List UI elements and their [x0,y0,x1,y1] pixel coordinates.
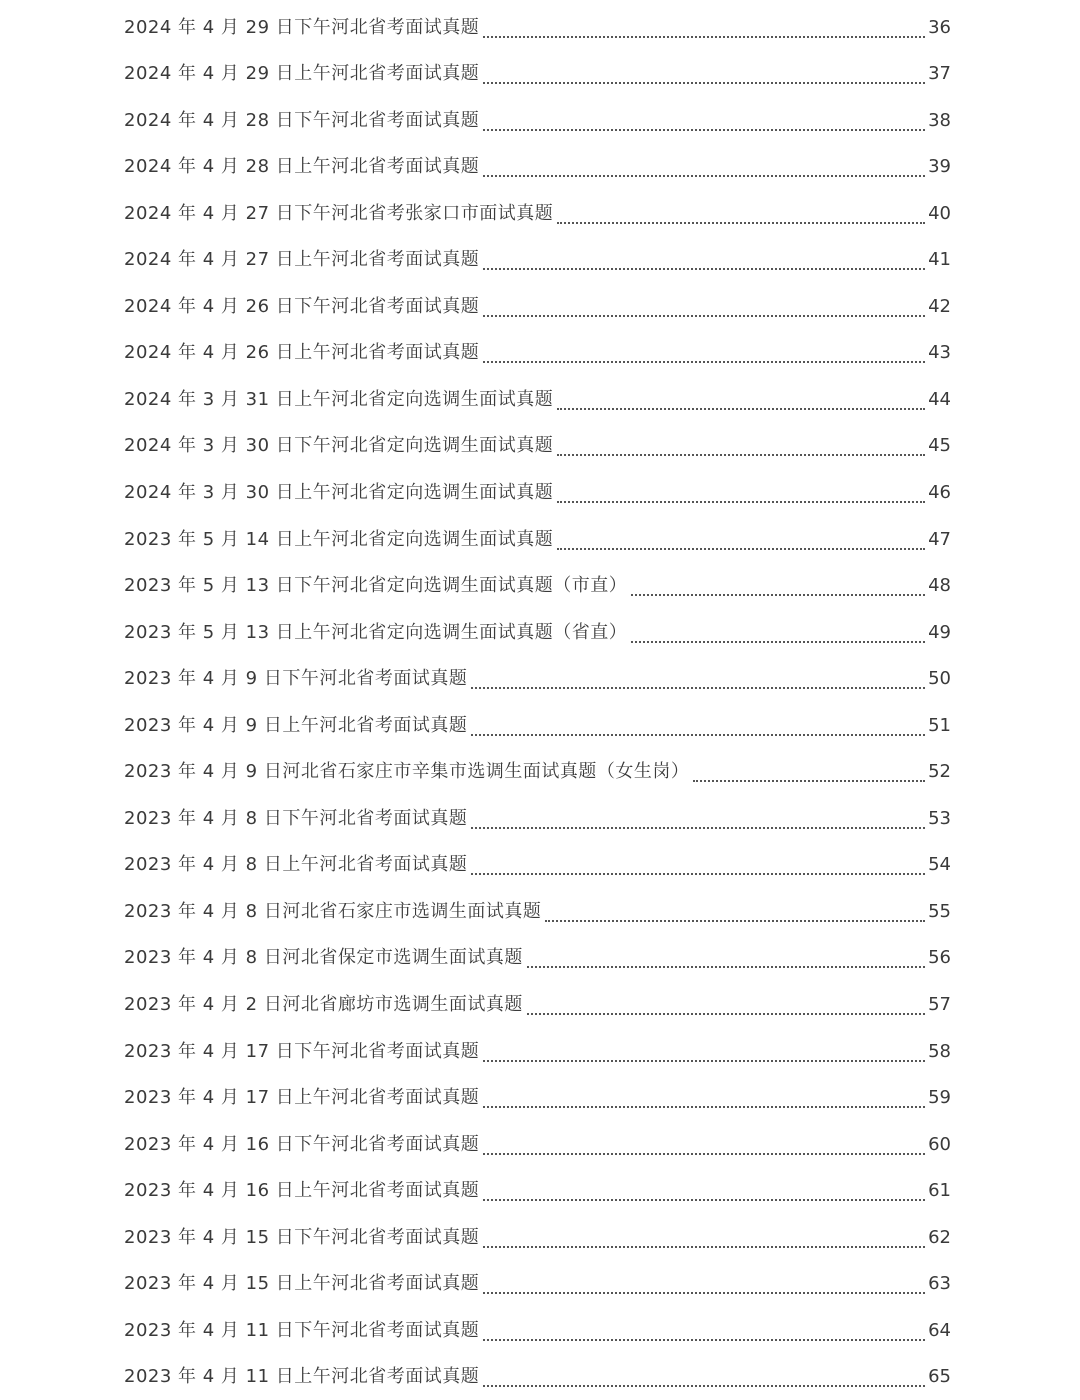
toc-page-number: 50 [928,668,951,690]
toc-entry[interactable] [124,4,951,51]
toc-page-number: 38 [928,109,951,131]
toc-entry[interactable] [124,981,951,1028]
toc-entry[interactable] [124,1214,951,1261]
toc-entry[interactable] [124,1121,951,1168]
toc-entry-title: 2023 年 5 月 14 日上午河北省定向选调生面试真题 [124,528,554,550]
toc-entry-title: 2024 年 4 月 28 日下午河北省考面试真题 [124,109,480,131]
toc-entry[interactable] [124,237,951,284]
toc-entry[interactable] [124,795,951,842]
table-of-contents [124,4,951,1400]
toc-page-number: 44 [928,388,951,410]
dot-leader [483,82,925,84]
dot-leader [471,827,925,829]
toc-entry[interactable] [124,190,951,237]
toc-entry-title: 2023 年 4 月 16 日下午河北省考面试真题 [124,1133,480,1155]
toc-entry-title: 2024 年 4 月 26 日上午河北省考面试真题 [124,342,480,364]
toc-entry[interactable] [124,283,951,330]
toc-entry[interactable] [124,516,951,563]
dot-leader [545,920,925,922]
toc-entry-title: 2024 年 4 月 27 日上午河北省考面试真题 [124,249,480,271]
toc-entry[interactable] [124,1307,951,1354]
dot-leader [527,966,925,968]
toc-page-number: 54 [928,854,951,876]
toc-page-number: 47 [928,528,951,550]
toc-entry-title: 2023 年 5 月 13 日下午河北省定向选调生面试真题（市直） [124,575,628,597]
toc-page-number: 61 [928,1180,951,1202]
dot-leader [557,548,925,550]
toc-entry[interactable] [124,330,951,377]
dot-leader [483,315,925,317]
dot-leader [483,1339,925,1341]
dot-leader [557,501,925,503]
toc-entry[interactable] [124,1028,951,1075]
toc-entry-title: 2023 年 4 月 8 日河北省保定市选调生面试真题 [124,947,523,969]
toc-entry-title: 2023 年 4 月 16 日上午河北省考面试真题 [124,1180,480,1202]
toc-entry-title: 2024 年 4 月 29 日下午河北省考面试真题 [124,16,480,38]
toc-entry[interactable] [124,144,951,191]
dot-leader [483,1106,925,1108]
dot-leader [483,175,925,177]
dot-leader [557,408,925,410]
toc-entry-title: 2023 年 4 月 11 日上午河北省考面试真题 [124,1366,480,1388]
toc-entry-title: 2024 年 3 月 30 日上午河北省定向选调生面试真题 [124,482,554,504]
toc-page-number: 37 [928,63,951,85]
dot-leader [471,734,925,736]
toc-page-number: 53 [928,807,951,829]
toc-entry[interactable] [124,888,951,935]
toc-entry[interactable] [124,1075,951,1122]
toc-page-number: 62 [928,1226,951,1248]
toc-page-number: 48 [928,575,951,597]
toc-entry[interactable] [124,656,951,703]
toc-entry[interactable] [124,469,951,516]
toc-entry-title: 2024 年 4 月 27 日下午河北省考张家口市面试真题 [124,202,554,224]
toc-entry[interactable] [124,1261,951,1308]
toc-entry[interactable] [124,749,951,796]
toc-entry-title: 2023 年 4 月 8 日下午河北省考面试真题 [124,807,468,829]
toc-entry-title: 2024 年 4 月 29 日上午河北省考面试真题 [124,63,480,85]
toc-page-number: 39 [928,156,951,178]
toc-entry[interactable] [124,935,951,982]
toc-page-number: 46 [928,482,951,504]
dot-leader [483,36,925,38]
dot-leader [483,1060,925,1062]
toc-page-number: 64 [928,1319,951,1341]
dot-leader [471,873,925,875]
toc-entry-title: 2024 年 4 月 26 日下午河北省考面试真题 [124,295,480,317]
dot-leader [483,1153,925,1155]
toc-page-number: 56 [928,947,951,969]
toc-entry-title: 2023 年 4 月 17 日下午河北省考面试真题 [124,1040,480,1062]
dot-leader [557,454,925,456]
toc-page-number: 58 [928,1040,951,1062]
toc-entry[interactable] [124,51,951,98]
dot-leader [483,1246,925,1248]
dot-leader [527,1013,925,1015]
toc-entry[interactable] [124,609,951,656]
toc-entry[interactable] [124,563,951,610]
toc-page-number: 51 [928,714,951,736]
dot-leader [693,780,925,782]
toc-page-number: 65 [928,1366,951,1388]
toc-entry-title: 2024 年 3 月 31 日上午河北省定向选调生面试真题 [124,388,554,410]
toc-entry-title: 2023 年 4 月 9 日上午河北省考面试真题 [124,714,468,736]
dot-leader [483,1292,925,1294]
toc-page-number: 49 [928,621,951,643]
toc-page-number: 43 [928,342,951,364]
dot-leader [483,268,925,270]
toc-page-number: 52 [928,761,951,783]
dot-leader [631,641,925,643]
toc-page-number: 42 [928,295,951,317]
toc-page-number: 59 [928,1087,951,1109]
toc-entry-title: 2024 年 4 月 28 日上午河北省考面试真题 [124,156,480,178]
toc-entry[interactable] [124,1354,951,1400]
toc-entry[interactable] [124,842,951,889]
toc-entry[interactable] [124,423,951,470]
toc-entry[interactable] [124,97,951,144]
toc-page-number: 57 [928,994,951,1016]
toc-entry-title: 2024 年 3 月 30 日下午河北省定向选调生面试真题 [124,435,554,457]
toc-page-number: 36 [928,16,951,38]
toc-page-number: 60 [928,1133,951,1155]
toc-entry-title: 2023 年 4 月 17 日上午河北省考面试真题 [124,1087,480,1109]
dot-leader [483,1199,925,1201]
dot-leader [483,361,925,363]
toc-page-number: 40 [928,202,951,224]
dot-leader [483,129,925,131]
toc-entry-title: 2023 年 4 月 9 日下午河北省考面试真题 [124,668,468,690]
toc-entry[interactable] [124,1168,951,1215]
toc-page-number: 41 [928,249,951,271]
toc-entry-title: 2023 年 4 月 8 日上午河北省考面试真题 [124,854,468,876]
toc-entry-title: 2023 年 4 月 11 日下午河北省考面试真题 [124,1319,480,1341]
toc-entry-title: 2023 年 5 月 13 日上午河北省定向选调生面试真题（省直） [124,621,628,643]
dot-leader [483,1385,925,1387]
toc-entry-title: 2023 年 4 月 9 日河北省石家庄市辛集市选调生面试真题（女生岗） [124,761,690,783]
toc-page-number: 55 [928,900,951,922]
toc-page-number: 45 [928,435,951,457]
toc-entry[interactable] [124,702,951,749]
toc-entry-title: 2023 年 4 月 8 日河北省石家庄市选调生面试真题 [124,900,542,922]
toc-entry-title: 2023 年 4 月 2 日河北省廊坊市选调生面试真题 [124,994,523,1016]
dot-leader [631,594,925,596]
dot-leader [471,687,925,689]
toc-entry-title: 2023 年 4 月 15 日下午河北省考面试真题 [124,1226,480,1248]
toc-page-number: 63 [928,1273,951,1295]
toc-entry[interactable] [124,376,951,423]
dot-leader [557,222,925,224]
toc-entry-title: 2023 年 4 月 15 日上午河北省考面试真题 [124,1273,480,1295]
